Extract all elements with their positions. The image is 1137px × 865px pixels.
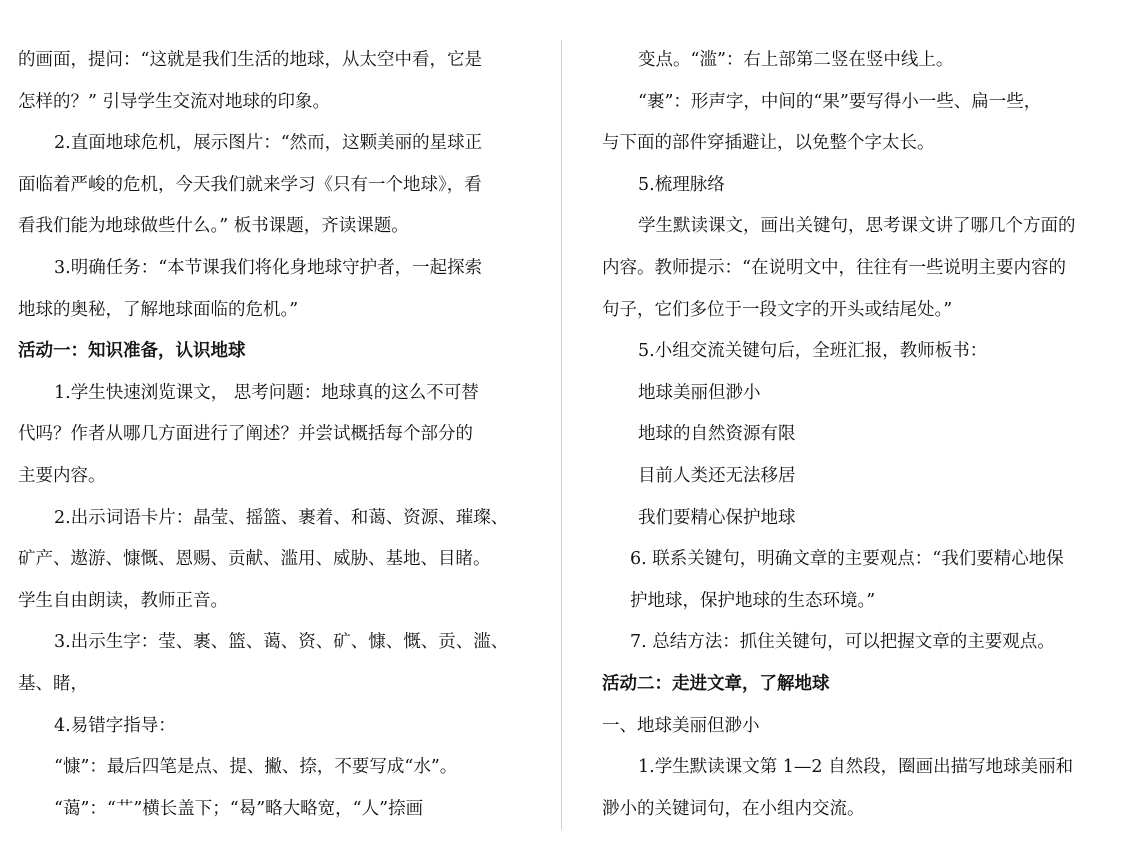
text-line: 主要内容。: [18, 465, 106, 486]
text-line: 6. 联系关键句，明确文章的主要观点：“我们要精心地保: [630, 549, 1064, 570]
text-line: 代吗？作者从哪几方面进行了阐述？并尝试概括每个部分的: [18, 424, 473, 445]
text-line: 一、地球美丽但渺小: [602, 715, 760, 736]
column-divider: [561, 40, 562, 830]
text-line: 句子，它们多位于一段文字的开头或结尾处。”: [602, 299, 953, 320]
section-heading: 活动一：知识准备，认识地球: [18, 341, 246, 362]
text-line: 的画面，提问：“这就是我们生活的地球，从太空中看，它是: [18, 50, 482, 70]
text-line: 学生自由朗读，教师正音。: [18, 590, 228, 611]
text-line: 面临着严峻的危机，今天我们就来学习《只有一个地球》，看: [18, 174, 482, 195]
text-line: 内容。教师提示：“在说明文中，往往有一些说明主要内容的: [602, 257, 1066, 278]
text-line: 护地球，保护地球的生态环境。”: [630, 590, 876, 611]
text-line: 基、睹，: [18, 673, 88, 694]
text-line: 怎样的？” 引导学生交流对地球的印象。: [18, 91, 331, 112]
text-line: “蔼”：“艹”横长盖下；“曷”略大略宽，“人”捺画: [54, 798, 424, 819]
left-text-column: [18, 40, 526, 830]
section-heading: 活动二：走进文章，了解地球: [602, 673, 830, 694]
text-line: 学生默读课文，画出关键句，思考课文讲了哪几个方面的: [638, 216, 1076, 237]
text-line: 地球的自然资源有限: [638, 424, 796, 445]
text-line: 5.小组交流关键句后，全班汇报，教师板书：: [638, 341, 988, 362]
text-line: 与下面的部件穿插避让，以免整个字太长。: [602, 133, 935, 154]
text-line: 2.直面地球危机，展示图片：“然而，这颗美丽的星球正: [54, 133, 483, 154]
text-line: 矿产、遨游、慷慨、恩赐、贡献、滥用、威胁、基地、目睹。: [18, 549, 491, 570]
text-line: 7. 总结方法：抓住关键句，可以把握文章的主要观点。: [630, 632, 1055, 653]
text-line: 5.梳理脉络: [638, 174, 725, 195]
text-line: 2.出示词语卡片：晶莹、摇篮、裹着、和蔼、资源、璀璨、: [54, 507, 509, 528]
text-line: 地球美丽但渺小: [638, 382, 761, 403]
text-line: 目前人类还无法移居: [638, 465, 796, 486]
text-line: 渺小的关键词句，在小组内交流。: [602, 798, 865, 819]
text-line: 地球的奥秘，了解地球面临的危机。”: [18, 299, 299, 320]
text-line: 3.出示生字：莹、裹、篮、蔼、资、矿、慷、慨、贡、滥、: [54, 632, 509, 653]
text-line: 变点。“滥”：右上部第二竖在竖中线上。: [638, 50, 954, 70]
text-line: “裹”：形声字，中间的“果”要写得小一些、扁一些，: [638, 91, 1042, 112]
text-line: “慷”：最后四笔是点、提、撇、捺，不要写成“水”。: [54, 757, 458, 778]
text-line: 3.明确任务：“本节课我们将化身地球守护者，一起探索: [54, 257, 483, 278]
text-line: 1.学生快速浏览课文， 思考问题：地球真的这么不可替: [54, 382, 479, 403]
text-line: 1.学生默读课文第 1—2 自然段，圈画出描写地球美丽和: [638, 757, 1074, 778]
right-text-column: [602, 40, 1112, 830]
text-line: 我们要精心保护地球: [638, 507, 796, 528]
text-line: 4.易错字指导：: [54, 715, 176, 736]
text-line: 看我们能为地球做些什么。” 板书课题，齐读课题。: [18, 216, 409, 237]
